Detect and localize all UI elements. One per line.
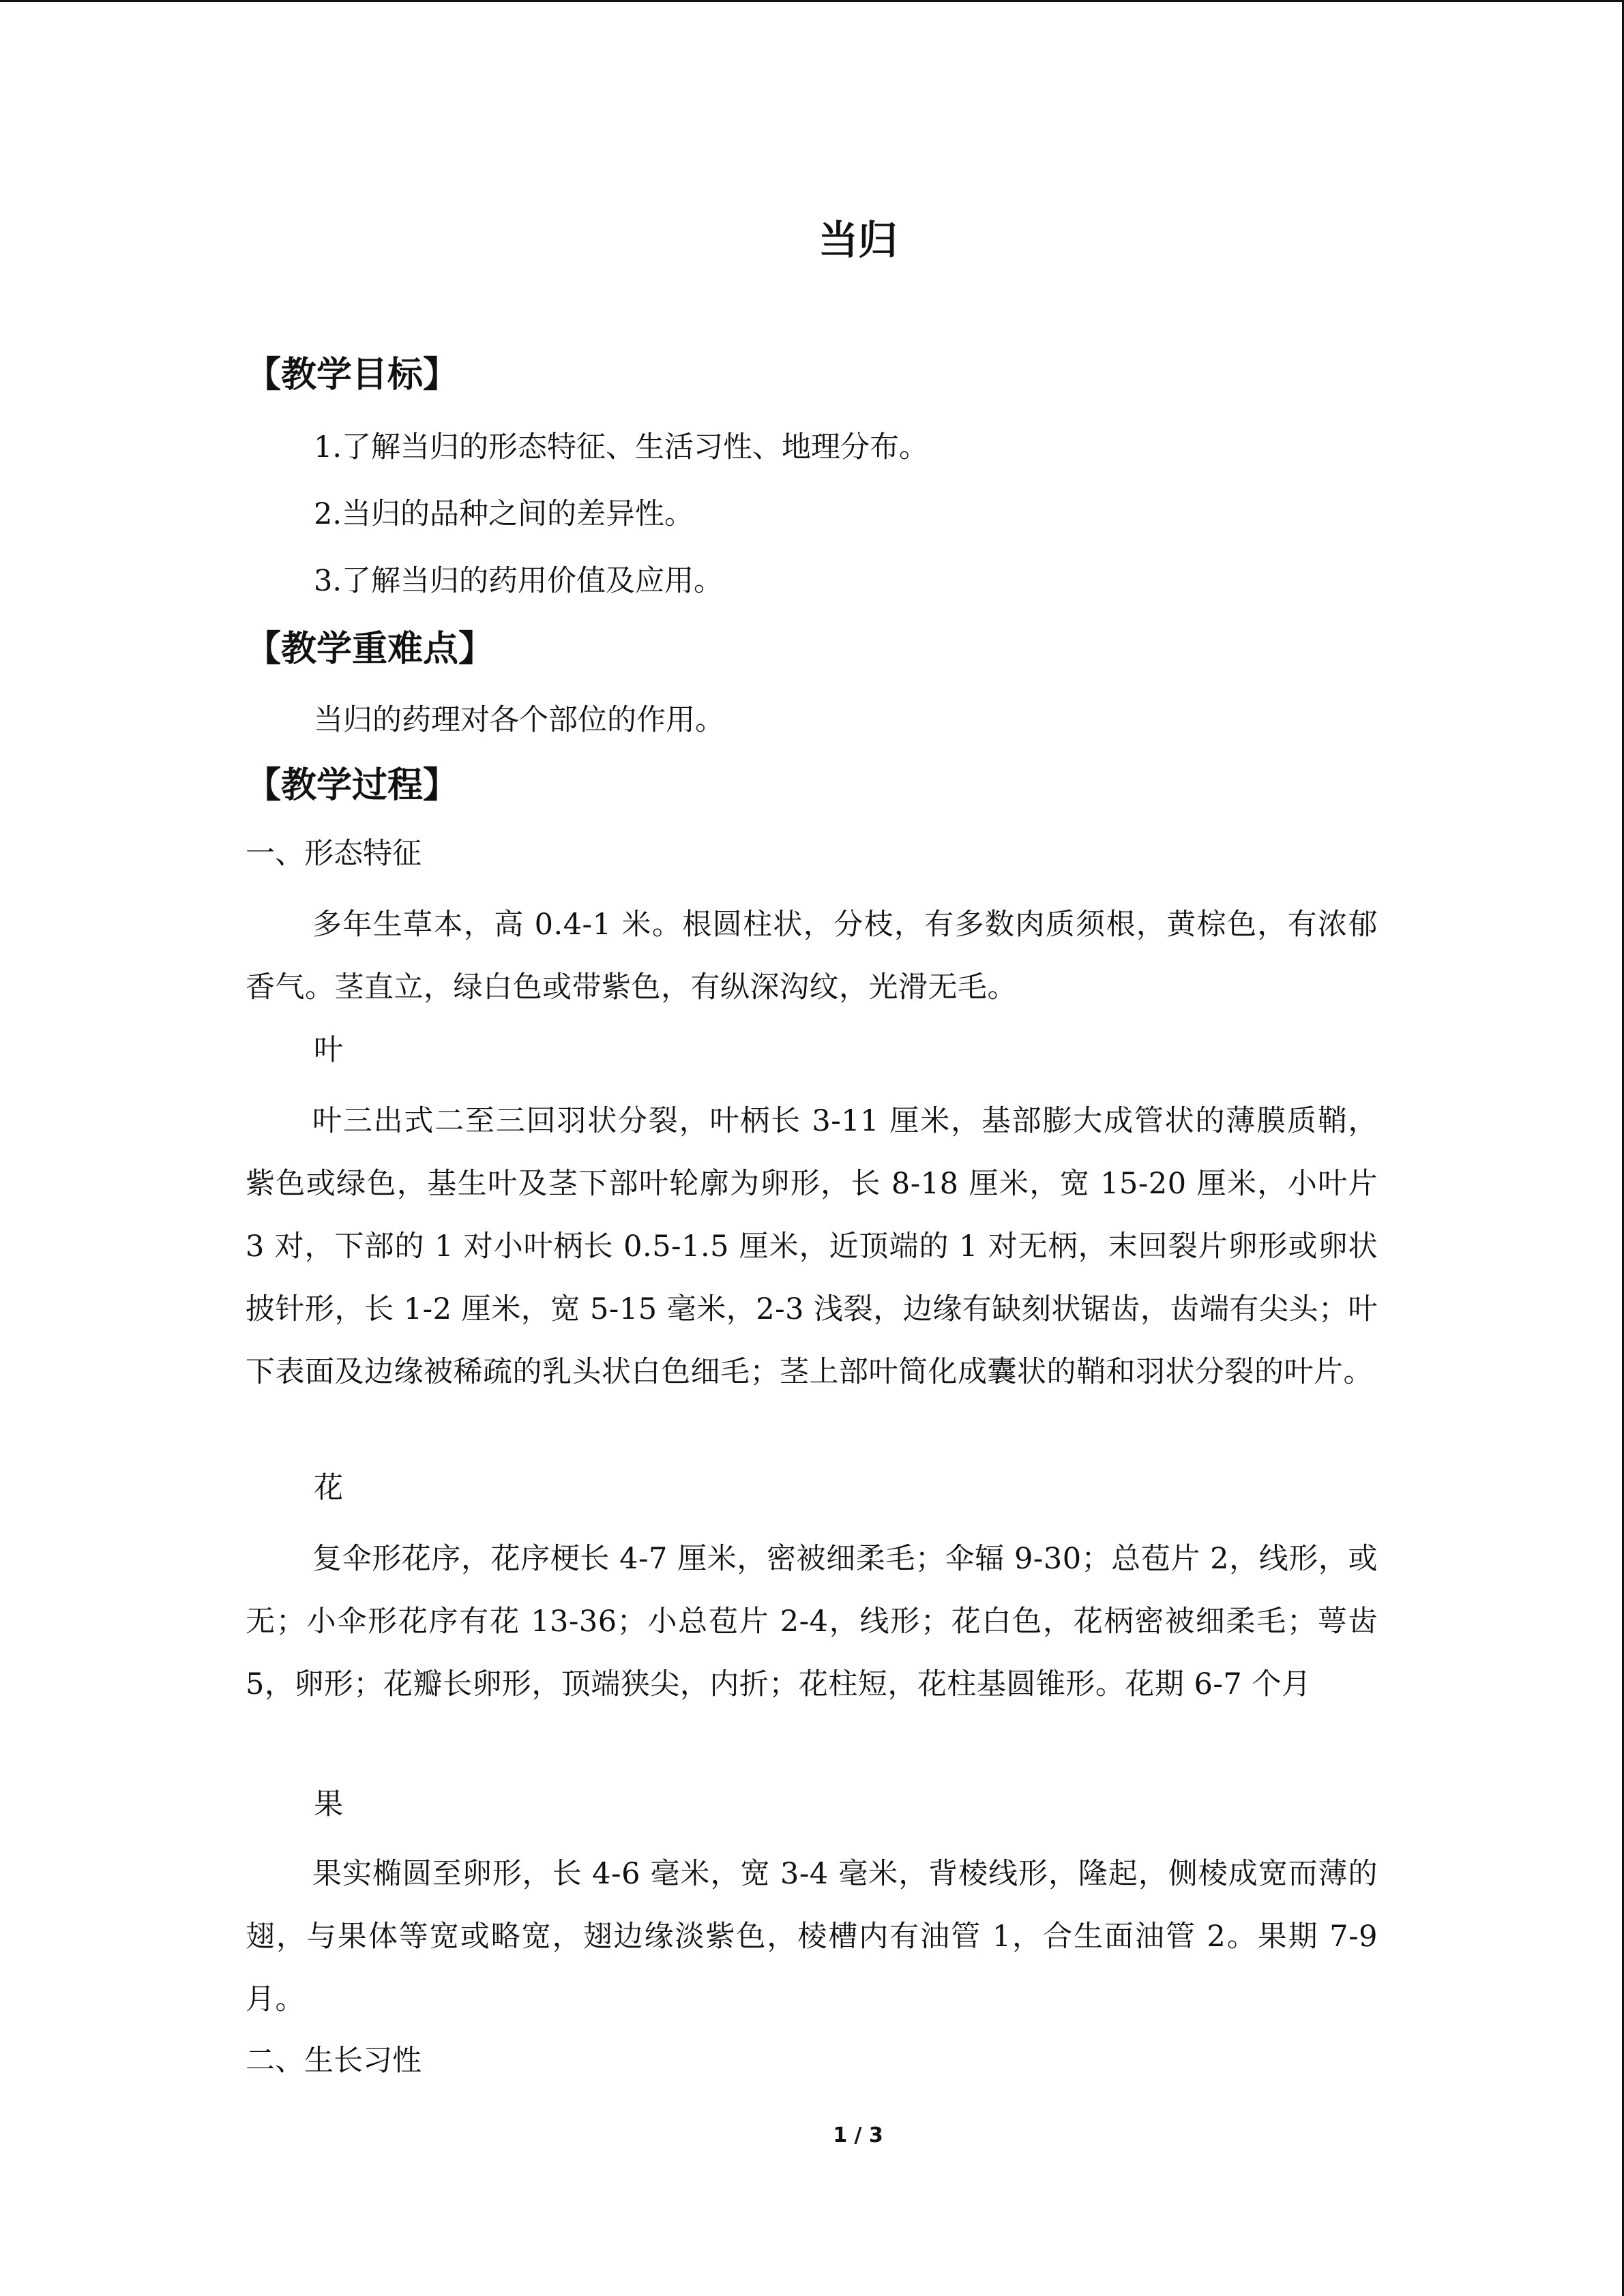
paragraph-leaf: 叶三出式二至三回羽状分裂，叶柄长 3-11 厘米，基部膨大成管状的薄膜质鞘，紫色或绿色，基生叶及茎下部叶轮廓为卵形，长 8-18 厘米，宽 15-20 厘米，小叶片 3 对，下部的 1 对小叶柄长 0.5-1.5 厘米，近顶端的 1 对无柄，末回裂片卵形或卵状披针形，长 1-2 厘米，宽 5-15 毫米，2-3 浅裂，边缘有缺刻状锯齿，齿端有尖头；叶下表面及边缘被稀疏的乳头状白色细毛；茎上部叶简化成囊状的鞘和羽状分裂的叶片。 (246, 1104, 1378, 1389)
paragraph-fruit: 果实椭圆至卵形，长 4-6 毫米，宽 3-4 毫米，背棱线形，隆起，侧棱成宽而薄的翅，与果体等宽或略宽，翅边缘淡紫色，棱槽内有油管 1，合生面油管 2。果期 7-9 月。 (246, 1857, 1378, 2016)
goal-item-2: 2.当归的品种之间的差异性。 (314, 497, 694, 531)
label-leaf: 叶 (314, 1033, 343, 1067)
document-title: 当归 (818, 217, 898, 263)
subheading-growth-habits: 二、生长习性 (246, 2044, 422, 2078)
paragraph-morphology: 多年生草本，高 0.4-1 米。根圆柱状，分枝，有多数肉质须根，黄棕色，有浓郁香气。茎直立，绿白色或带紫色，有纵深沟纹，光滑无毛。 (246, 908, 1378, 1004)
subheading-morphology: 一、形态特征 (246, 837, 422, 871)
label-fruit: 果 (314, 1787, 343, 1821)
page-border-top (0, 0, 1624, 2)
goal-item-3: 3.了解当归的药用价值及应用。 (314, 564, 724, 598)
goal-item-1: 1.了解当归的形态特征、生活习性、地理分布。 (314, 430, 929, 464)
paragraph-flower: 复伞形花序，花序梗长 4-7 厘米，密被细柔毛；伞辐 9-30；总苞片 2，线形，或无；小伞形花序有花 13-36；小总苞片 2-4，线形；花白色，花柄密被细柔毛；萼齿 5，卵形；花瓣长卵形，顶端狭尖，内折；花柱短，花柱基圆锥形。花期 6-7 个月 (246, 1542, 1378, 1701)
key-points-text: 当归的药理对各个部位的作用。 (314, 703, 724, 737)
heading-key-points: 【教学重难点】 (246, 629, 494, 670)
label-flower: 花 (314, 1471, 343, 1505)
heading-teaching-process: 【教学过程】 (246, 765, 459, 806)
heading-teaching-goals: 【教学目标】 (246, 355, 459, 396)
page-number: 1 / 3 (833, 2123, 883, 2147)
